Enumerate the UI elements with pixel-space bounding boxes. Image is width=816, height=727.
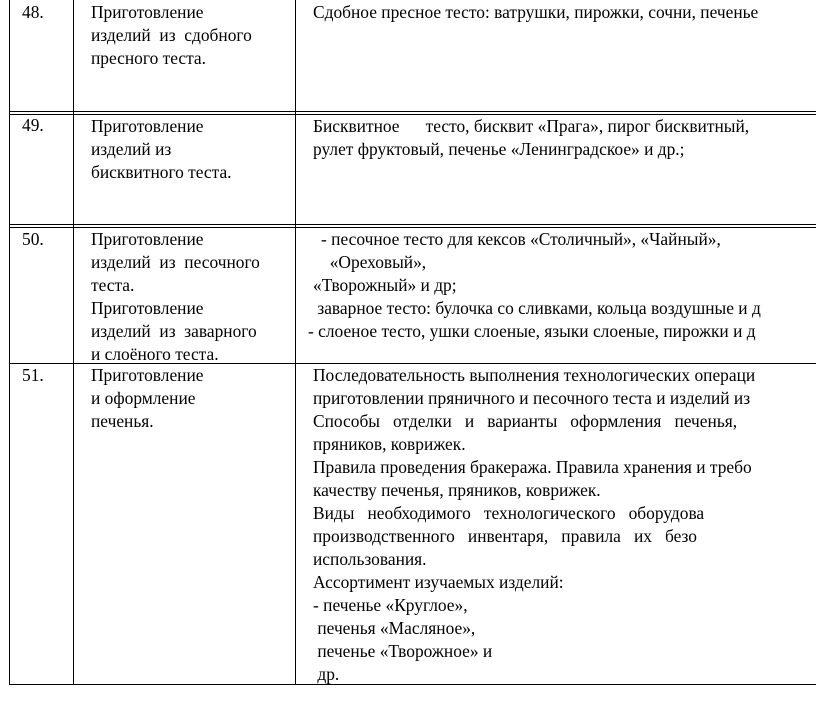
content-line: Способы отделки и варианты оформления печенья, [313, 411, 738, 431]
column-border [9, 0, 10, 685]
content-line: печенье «Творожное» и [313, 641, 493, 661]
topic-line: изделий из песочного [91, 252, 260, 272]
content-line: заварное тесто: булочка со сливками, кольца воздушные и д [313, 298, 761, 318]
content-cell [313, 115, 749, 161]
content-line: использования. [313, 549, 427, 569]
content-line: Правила проведения бракеража. Правила хранения и требо [313, 457, 752, 477]
content-line: Последовательность выполнения технологических операци [313, 365, 756, 385]
topic-cell [91, 1, 281, 70]
topic-line: теста. [91, 275, 135, 295]
content-line: приготовлении пряничного и песочного теста и изделий из [313, 388, 751, 408]
column-border [73, 0, 74, 685]
topic-line: Приготовление [91, 2, 204, 22]
content-line: Бисквитное тесто, бисквит «Прага», пирог бисквитный, [313, 116, 750, 136]
content-line: «Творожный» и др; [313, 275, 457, 295]
topic-line: и слоёного теста. [91, 344, 219, 364]
topic-line: Приготовление [91, 365, 204, 385]
content-line: - слоеное тесто, ушки слоеные, языки слоеные, пирожки и д [308, 321, 756, 341]
content-line: др. [313, 664, 340, 684]
topic-line: и оформление [91, 388, 196, 408]
content-line: Виды необходимого технологического оборудова [313, 503, 705, 523]
topic-cell [91, 228, 281, 366]
content-line: пряников, коврижек. [313, 434, 466, 454]
content-line: Сдобное пресное тесто: ватрушки, пирожки, сочни, печенье [313, 2, 759, 22]
content-line: производственного инвентаря, правила их безо [313, 526, 698, 546]
topic-line: изделий из заварного [91, 321, 257, 341]
topic-line: изделий из [91, 139, 172, 159]
content-cell [313, 364, 755, 686]
content-line: качеству печенья, пряников, коврижек. [313, 480, 601, 500]
content-line: - печенье «Круглое», [313, 595, 468, 615]
row-number: 48. [22, 2, 44, 22]
content-cell [308, 228, 761, 343]
topic-line: бисквитного теста. [91, 162, 232, 182]
topic-line: Приготовление [91, 116, 204, 136]
content-line: Ассортимент изучаемых изделий: [313, 572, 564, 592]
row-number: 51. [22, 365, 44, 385]
topic-cell [91, 364, 281, 433]
topic-line: Приготовление [91, 229, 204, 249]
row-number: 49. [22, 115, 44, 135]
row-number: 50. [22, 229, 44, 249]
content-line: «Ореховый», [308, 252, 427, 272]
content-line: рулет фруктовый, печенье «Ленинградское» и др.; [313, 139, 685, 159]
topic-cell [91, 115, 281, 184]
topic-line: Приготовление [91, 298, 204, 318]
content-line: - песочное тесто для кексов «Столичный», «Чайный», [308, 229, 721, 249]
content-line: печенья «Масляное», [313, 618, 476, 638]
row-border [9, 111, 816, 112]
row-border [9, 224, 816, 225]
topic-line: пресного теста. [91, 48, 206, 68]
content-cell [313, 1, 758, 24]
topic-line: изделий из сдобного [91, 25, 252, 45]
topic-line: печенья. [91, 411, 154, 431]
column-border [295, 0, 296, 685]
